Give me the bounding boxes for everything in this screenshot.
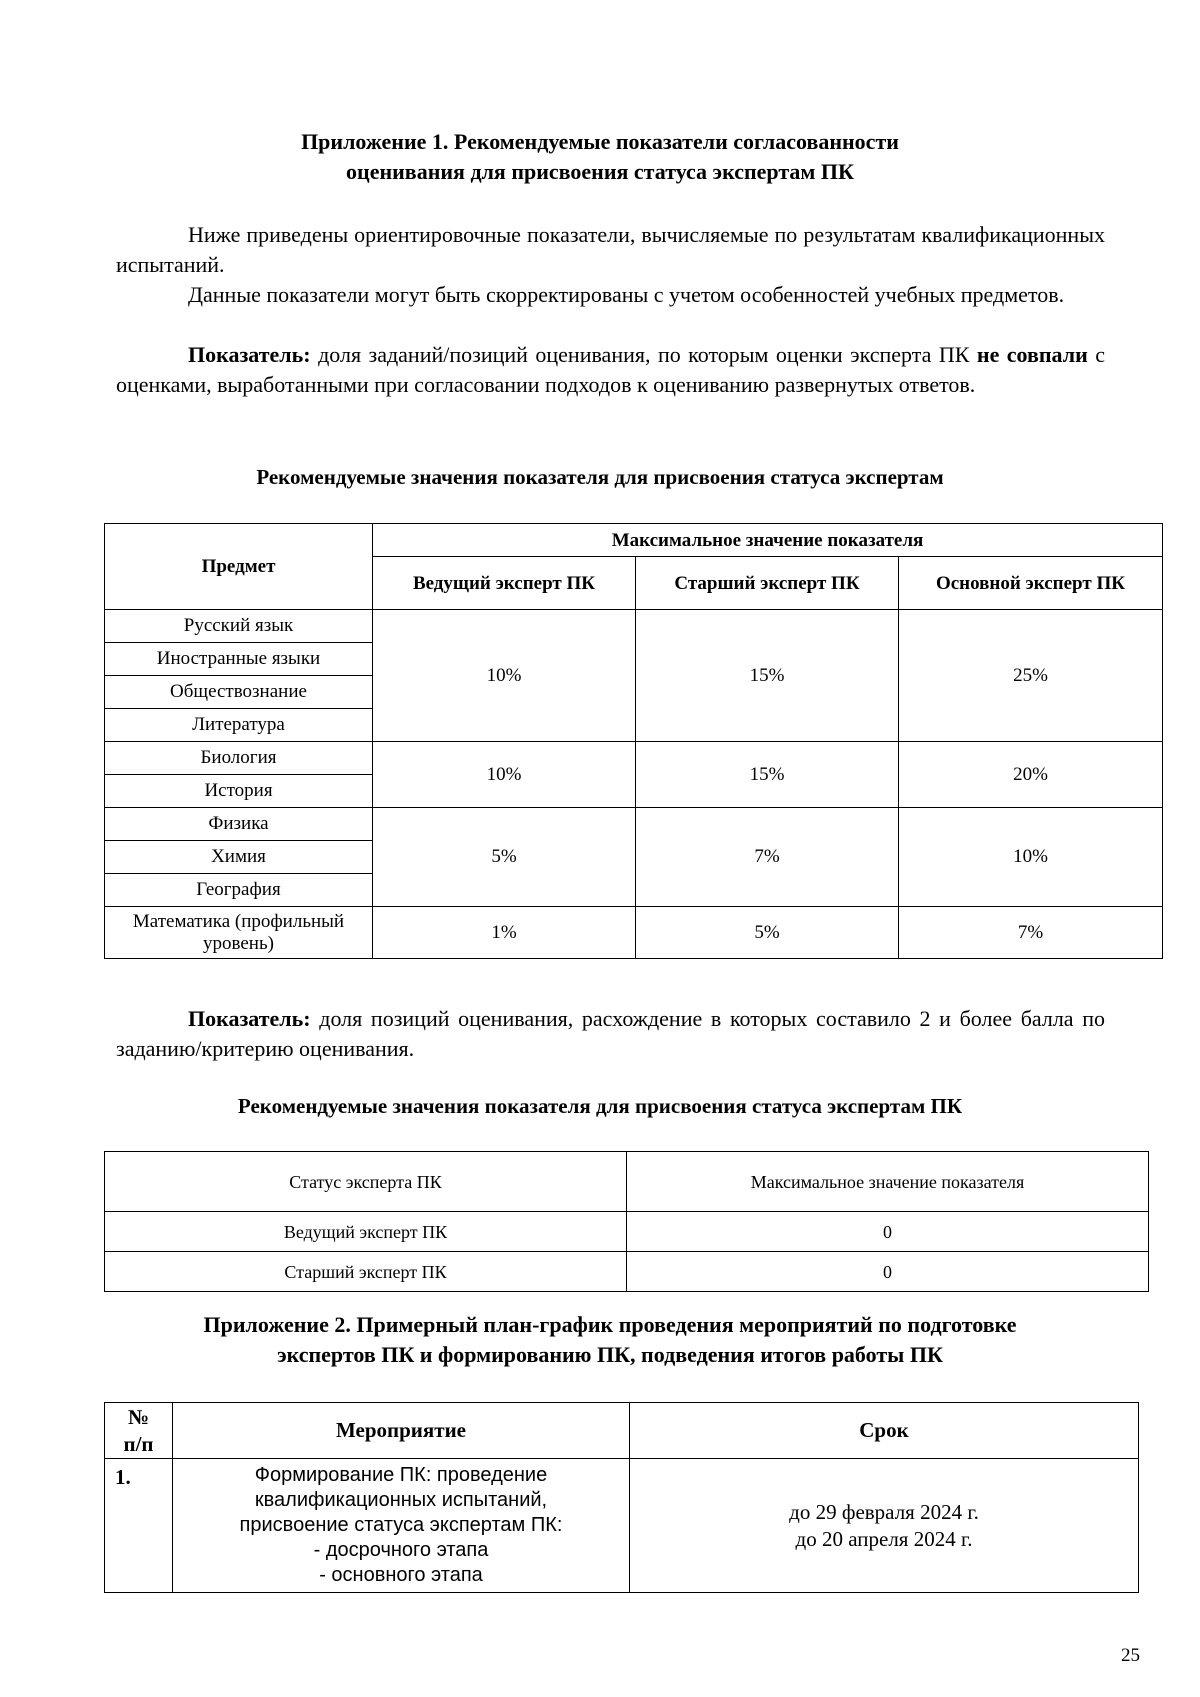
row-number: 1. [105,1459,173,1593]
event-line: - досрочного этапа [313,1539,489,1561]
schedule-table [104,1402,1139,1593]
event-line: - основного этапа [319,1564,483,1586]
value-lead: 10% [373,610,636,742]
indicator2-text: доля позиций оценивания, расхождение в которых составило 2 и более балла по заданию/критерию оценивания. [116,1006,1105,1061]
indicator-text-a: доля заданий/позиций оценивания, по которым оценки эксперта ПК [310,342,977,367]
subject-cell: Биология [105,742,373,775]
appendix2-title-line2: экспертов ПК и формированию ПК, подведения итогов работы ПК [277,1342,943,1367]
indicator-label: Показатель: [188,342,311,367]
event-line: квалификационных испытаний, [254,1489,548,1511]
value-senior: 15% [636,610,899,742]
value-cell: 0 [627,1252,1149,1292]
indicator-bold-phrase: не совпали [976,342,1088,367]
value-senior: 7% [636,808,899,907]
indicator-table-status [104,1151,1149,1292]
header-max-value: Максимальное значение показателя [627,1152,1149,1212]
value-lead: 1% [373,907,636,959]
indicator2-label: Показатель: [188,1006,311,1031]
subject-cell: Литература [105,709,373,742]
value-main: 20% [899,742,1163,808]
header-expert-status: Статус эксперта ПК [105,1152,627,1212]
header-number-line2: п/п [123,1431,154,1456]
table1-caption: Рекомендуемые значения показателя для присвоения статуса экспертам [256,465,944,489]
subject-cell: История [105,775,373,808]
table2-caption: Рекомендуемые значения показателя для присвоения статуса экспертам ПК [237,1094,963,1118]
deadline-line: до 29 февраля 2024 г. [789,1499,979,1524]
header-event: Мероприятие [173,1403,630,1459]
appendix1-title-line1: Приложение 1. Рекомендуемые показатели согласованности [301,129,899,154]
header-senior-expert: Старший эксперт ПК [636,557,899,610]
subject-cell: Математика (профильный уровень) [105,907,373,959]
event-line: присвоение статуса экспертам ПК: [239,1514,563,1536]
deadline-line: до 20 апреля 2024 г. [795,1526,973,1551]
value-lead: 10% [373,742,636,808]
value-main: 25% [899,610,1163,742]
status-cell: Старший эксперт ПК [105,1252,627,1292]
header-number-line1: № [127,1404,150,1429]
event-line: Формирование ПК: проведение [254,1464,548,1486]
subject-cell: Химия [105,841,373,874]
value-senior: 5% [636,907,899,959]
value-lead: 5% [373,808,636,907]
indicator-table-subjects [104,523,1163,959]
subject-cell: Русский язык [105,610,373,643]
page-number: 25 [1121,1645,1140,1666]
appendix2-title-line1: Приложение 2. Примерный план-график проведения мероприятий по подготовке [203,1312,1017,1337]
header-deadline: Срок [630,1403,1139,1459]
header-number [105,1403,173,1459]
status-cell: Ведущий эксперт ПК [105,1212,627,1252]
header-lead-expert: Ведущий эксперт ПК [373,557,636,610]
header-max-value: Максимальное значение показателя [373,524,1163,557]
paragraph-indicator-1 [116,340,1105,400]
paragraph-adjust: Данные показатели могут быть скорректированы с учетом особенностей учебных предметов. [188,282,1065,307]
value-main: 10% [899,808,1163,907]
header-main-expert: Основной эксперт ПК [899,557,1163,610]
subject-cell: Иностранные языки [105,643,373,676]
value-main: 7% [899,907,1163,959]
appendix1-title-line2: оценивания для присвоения статуса экспертам ПК [346,159,854,184]
value-senior: 15% [636,742,899,808]
event-cell [173,1459,630,1593]
paragraph-indicator-2 [116,1004,1105,1064]
value-cell: 0 [627,1212,1149,1252]
header-subject: Предмет [105,524,373,610]
subject-cell: Обществознание [105,676,373,709]
deadline-cell [630,1459,1139,1593]
subject-cell: Физика [105,808,373,841]
indicator-text-b: с оценками, выработанными при согласовании подходов к оцениванию развернутых ответов. [116,342,1106,397]
subject-cell: География [105,874,373,907]
paragraph-intro: Ниже приведены ориентировочные показатели, вычисляемые по результатам квалификационных испытаний. [116,222,1105,277]
